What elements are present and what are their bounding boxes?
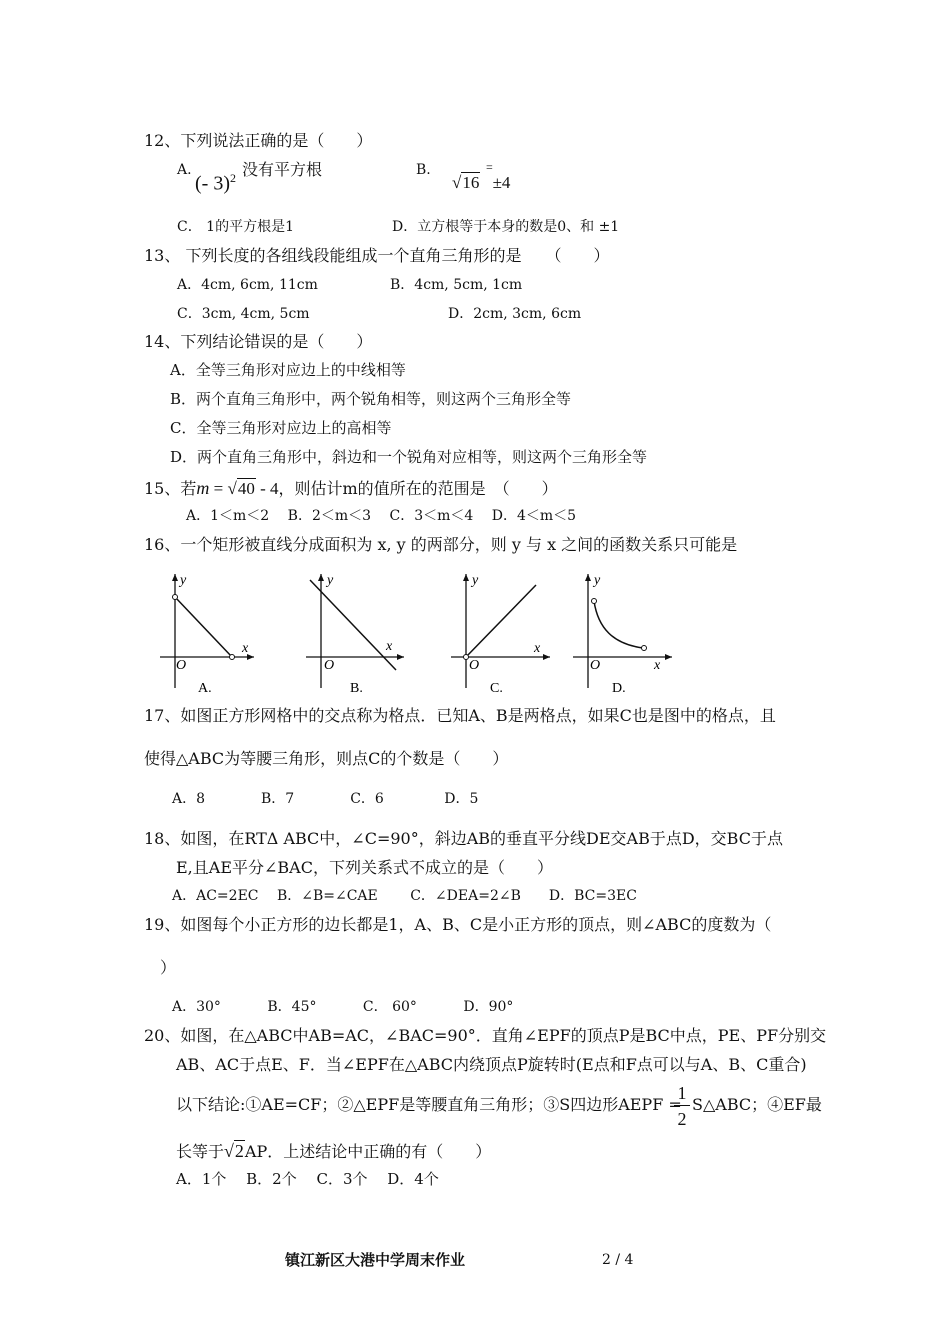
q13-option-d: D．2cm, 3cm, 6cm	[448, 306, 582, 322]
q18-options: A．AC=2EC B．∠B=∠CAE C．∠DEA=2∠B D．BC=3EC	[172, 888, 637, 904]
q12-option-a-label: A.	[177, 162, 192, 178]
q17-line1: 17、如图正方形网格中的交点称为格点．已知A、B是两格点，如果C也是图中的格点，且	[144, 706, 776, 725]
q20-line4-radicand: 2	[234, 1141, 244, 1161]
footer-page-number: 2 / 4	[602, 1252, 634, 1268]
q16-graph-a	[150, 568, 260, 696]
q20-line3	[176, 1097, 682, 1113]
q18-line1: 18、如图，在RTΔ ABC中，∠C=90°，斜边AB的垂直平分线DE交AB于点D，交BC于点	[144, 829, 783, 848]
q12-option-a-math	[195, 172, 236, 194]
q12-option-b-math	[452, 174, 510, 191]
q13-stem: 13、 下列长度的各组线段能组成一个直角三角形的是 （ ）	[144, 246, 610, 265]
q14-option-b: B．两个直角三角形中，两个锐角相等，则这两个三角形全等	[170, 390, 572, 408]
q16-stem: 16、一个矩形被直线分成面积为 x, y 的两部分，则 y 与 x 之间的函数关系只可能是	[144, 535, 738, 554]
footer-school: 镇江新区大港中学周末作业	[285, 1251, 466, 1269]
q15-radicand: 40	[237, 479, 255, 498]
axis-x-label: x	[386, 639, 393, 654]
q20-line3-pre: 以下结论:①AE=CF；②△EPF是等腰直角三角形；③S四边形AEPF =	[176, 1095, 682, 1114]
q19-line1: 19、如图每个小正方形的边长都是1，A、B、C是小正方形的顶点，则∠ABC的度数为（	[144, 915, 772, 934]
q17-line2: 使得△ABC为等腰三角形，则点C的个数是（ ）	[144, 749, 509, 768]
fraction-denominator: 2	[677, 1109, 687, 1129]
sqrt-sign: √40	[227, 479, 255, 498]
origin-label: O	[590, 658, 601, 673]
q12-option-a-exponent: 2	[229, 171, 236, 185]
q12-option-b-equals: =	[486, 160, 493, 174]
graph-label: B.	[350, 681, 363, 696]
q12-stem: 12、下列说法正确的是（ ）	[144, 131, 373, 150]
fraction-numerator: 1	[677, 1083, 687, 1103]
q17-options: A．8 B．7 C．6 D．5	[172, 791, 479, 807]
q12-option-c: C． 1的平方根是1	[177, 219, 294, 235]
q20-line2: AB、AC于点E、F．当∠EPF在△ABC内绕顶点P旋转时(E点和F点可以与A、B、C重合)	[176, 1055, 807, 1074]
q15-stem-post: ，则估计m的值所在的范围是 （ ）	[278, 479, 558, 498]
q19-options: A．30° B．45° C． 60° D．90°	[172, 999, 514, 1015]
q20-line4	[176, 1142, 491, 1160]
sqrt-sign: √16	[452, 173, 480, 192]
q14-option-a: A．全等三角形对应边上的中线相等	[170, 361, 406, 379]
fraction-bar	[674, 1105, 690, 1106]
q20-line4-pre: 长等于	[176, 1142, 225, 1161]
q14-stem: 14、下列结论错误的是（ ）	[144, 332, 373, 351]
q15-equals: =	[209, 479, 228, 498]
graph-label: C.	[490, 681, 503, 696]
q15-options: A．1＜m＜2 B．2＜m＜3 C．3＜m＜4 D．4＜m＜5	[186, 508, 577, 524]
q15-stem-pre: 15、若	[144, 479, 197, 498]
q16-graph-d	[568, 568, 678, 696]
q13-option-a: A．4cm, 6cm, 11cm	[177, 277, 318, 293]
q12-option-b-label: B.	[416, 162, 431, 178]
q20-line4-post: AP．上述结论中正确的有（ ）	[244, 1142, 492, 1161]
sqrt-sign: √2	[224, 1141, 244, 1161]
q12-option-a-text: 没有平方根	[242, 160, 323, 179]
q13-option-c: C．3cm, 4cm, 5cm	[177, 306, 310, 322]
graph-label: D.	[612, 681, 626, 696]
origin-label: O	[176, 658, 187, 673]
q12-option-d: D．立方根等于本身的数是0、和 ±1	[392, 219, 620, 235]
q12-option-b-result: ±4	[492, 173, 511, 192]
q14-option-d: D．两个直角三角形中，斜边和一个锐角对应相等，则这两个三角形全等	[170, 448, 648, 466]
axis-x-label: x	[654, 658, 661, 673]
q12-option-a-base: (- 3)	[195, 172, 230, 195]
q20-line1: 20、如图，在△ABC中AB=AC，∠BAC=90°．直角∠EPF的顶点P是BC中点，PE、PF分别交	[144, 1026, 827, 1045]
axis-y-label: y	[472, 573, 479, 588]
q15-m-variable: m	[196, 478, 210, 498]
q13-option-b: B．4cm, 5cm, 1cm	[390, 277, 523, 293]
q12-option-b-radicand: 16	[462, 173, 480, 192]
origin-label: O	[469, 658, 480, 673]
origin-label: O	[324, 658, 335, 673]
q14-option-c: C．全等三角形对应边上的高相等	[170, 419, 392, 437]
q20-options: A．1个 B．2个 C．3个 D．4个	[176, 1170, 439, 1188]
q18-line2: E,且AE平分∠BAC，下列关系式不成立的是（ ）	[176, 858, 553, 877]
q15-stem	[144, 479, 558, 497]
graph-label: A.	[198, 681, 212, 696]
q19-line2: ）	[160, 958, 177, 977]
axis-y-label: y	[180, 573, 187, 588]
q15-minus-four: - 4	[255, 479, 279, 498]
axis-x-label: x	[534, 641, 541, 656]
axis-x-label: x	[242, 641, 249, 656]
axis-y-label: y	[594, 573, 601, 588]
axis-y-label: y	[327, 573, 334, 588]
q16-graph-c	[446, 568, 556, 696]
q16-graph-b	[296, 568, 411, 696]
q20-line3-post: S△ABC；④EF最	[692, 1095, 822, 1114]
